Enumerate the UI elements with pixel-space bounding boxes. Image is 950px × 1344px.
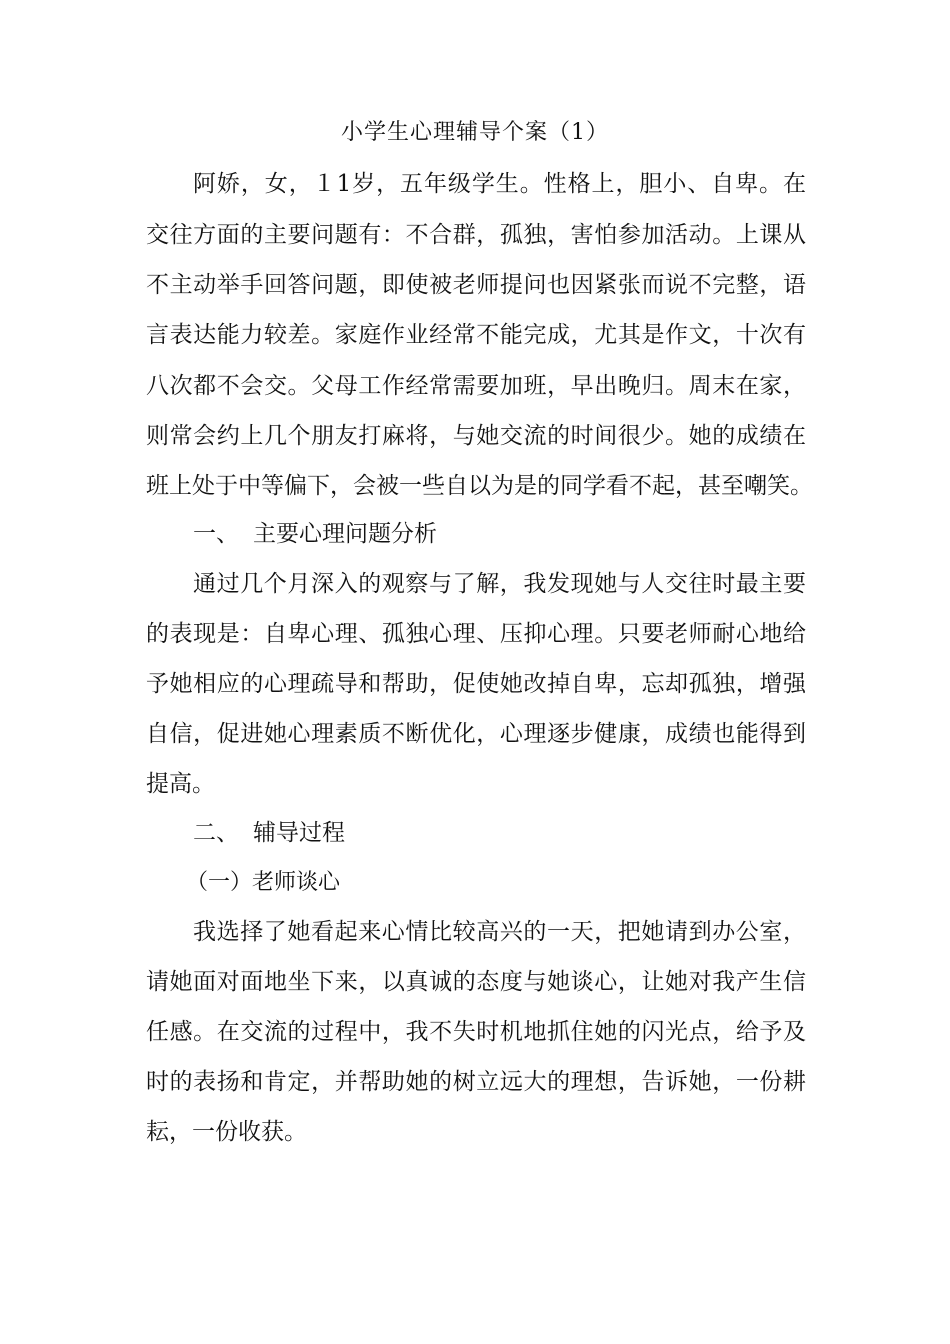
section-heading-text: 主要心理问题分析 bbox=[253, 521, 437, 547]
para1-line-5: 八次都不会交。父母工作经常需要加班，早出晚归。周末在家， bbox=[146, 373, 806, 399]
para3-line-2: 请她面对面地坐下来，以真诚的态度与她谈心，让她对我产生信 bbox=[146, 969, 806, 995]
section-number: 二、 bbox=[193, 820, 239, 846]
para2-line-2: 的表现是：自卑心理、孤独心理、压抑心理。只要老师耐心地给 bbox=[146, 621, 806, 647]
para3-line-3: 任感。在交流的过程中，我不失时机地抓住她的闪光点，给予及 bbox=[146, 1019, 806, 1045]
para1-line-2: 交往方面的主要问题有：不合群，孤独，害怕参加活动。上课从 bbox=[146, 222, 806, 248]
para1-line-1: 阿娇，女，１1岁，五年级学生。性格上，胆小、自卑。在 bbox=[193, 171, 806, 197]
para3-line-5: 耘，一份收获。 bbox=[146, 1119, 307, 1145]
subsection-heading: （一）老师谈心 bbox=[186, 870, 341, 895]
section-heading-text: 辅导过程 bbox=[253, 820, 345, 846]
document-title: 小学生心理辅导个案（1） bbox=[341, 120, 609, 145]
section-heading-1 bbox=[193, 517, 437, 551]
para2-line-3: 予她相应的心理疏导和帮助，促使她改掉自卑，忘却孤独，增强 bbox=[146, 671, 806, 697]
para1-line-4: 言表达能力较差。家庭作业经常不能完成，尤其是作文，十次有 bbox=[146, 322, 806, 348]
para1-line-3: 不主动举手回答问题，即使被老师提问也因紧张而说不完整，语 bbox=[146, 272, 806, 298]
para3-line-4: 时的表扬和肯定，并帮助她的树立远大的理想，告诉她，一份耕 bbox=[146, 1069, 806, 1095]
para3-line-1: 我选择了她看起来心情比较高兴的一天，把她请到办公室， bbox=[193, 919, 806, 945]
para2-line-5: 提高。 bbox=[146, 771, 215, 797]
para2-line-4: 自信，促进她心理素质不断优化，心理逐步健康，成绩也能得到 bbox=[146, 721, 806, 747]
section-heading-2 bbox=[193, 816, 345, 850]
para2-line-1: 通过几个月深入的观察与了解，我发现她与人交往时最主要 bbox=[193, 571, 806, 597]
section-number: 一、 bbox=[193, 521, 239, 547]
para1-line-7: 班上处于中等偏下，会被一些自以为是的同学看不起，甚至嘲笑。 bbox=[146, 473, 813, 499]
para1-line-6: 则常会约上几个朋友打麻将，与她交流的时间很少。她的成绩在 bbox=[146, 423, 806, 449]
